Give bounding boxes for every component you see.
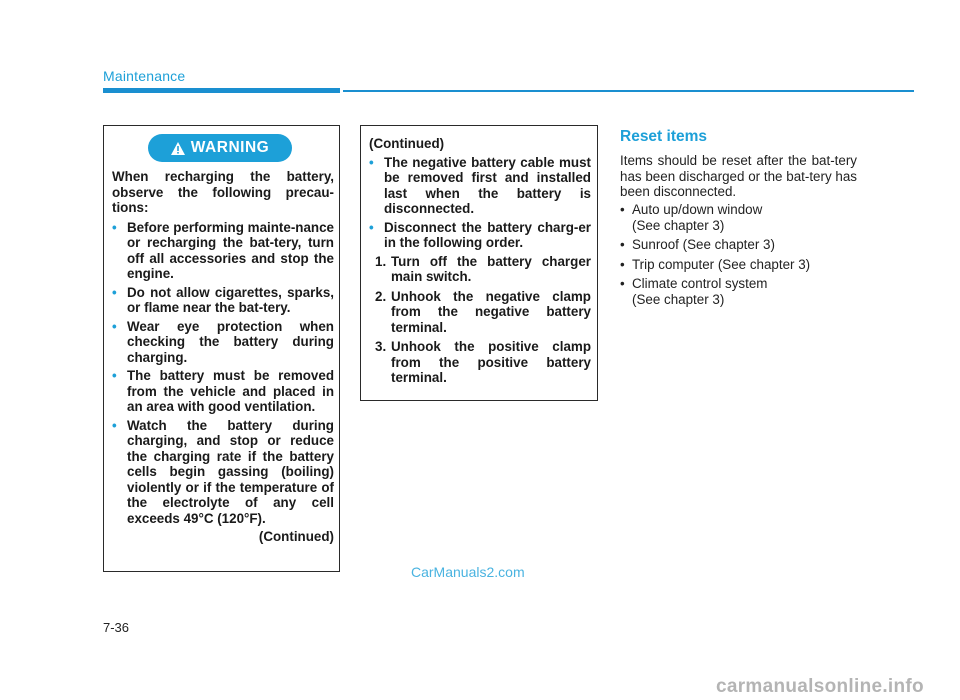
bullet-text: The negative battery cable must be removed first and installed last when the battery is disconnected. bbox=[384, 154, 591, 216]
bullet-text: Before performing mainte-nance or recharging the bat-tery, turn off all accessories and stop the engine. bbox=[127, 219, 334, 281]
step-text: Unhook the negative clamp from the negative battery terminal. bbox=[391, 288, 591, 335]
disconnect-steps bbox=[369, 254, 591, 386]
reset-items-list bbox=[620, 202, 857, 311]
bullet-dot: • bbox=[369, 154, 374, 170]
bullet-dot: • bbox=[620, 256, 625, 272]
continued-heading: (Continued) bbox=[369, 136, 445, 151]
header-rule-thin bbox=[343, 90, 914, 92]
warning-intro: When recharging the battery, observe the following precau-tions: bbox=[112, 169, 334, 215]
bullet-dot: • bbox=[112, 284, 117, 300]
continued-label: (Continued) bbox=[258, 529, 334, 544]
bullet-dot: • bbox=[620, 276, 625, 291]
reset-item-sub: (See chapter 3) bbox=[632, 217, 725, 233]
reset-item-label: Auto up/down window bbox=[632, 202, 763, 217]
list-item bbox=[112, 319, 334, 366]
list-item bbox=[369, 155, 591, 217]
header-rule-thick bbox=[103, 88, 340, 93]
bullet-text: Do not allow cigarettes, sparks, or flame near the bat-tery. bbox=[127, 284, 334, 315]
warning-body bbox=[112, 169, 334, 545]
list-item bbox=[620, 276, 857, 307]
page-number: 7-36 bbox=[103, 620, 130, 635]
warning-triangle-icon bbox=[171, 142, 185, 155]
bullet-dot: • bbox=[112, 318, 117, 334]
continued-bullet-list bbox=[369, 155, 591, 251]
bullet-dot: • bbox=[112, 417, 117, 433]
warning-title: WARNING bbox=[190, 139, 270, 157]
list-item bbox=[112, 418, 334, 527]
step-number: 3. bbox=[375, 339, 387, 354]
step-number: 1. bbox=[375, 253, 387, 269]
bullet-text: Watch the battery during charging, and stop or reduce the charging rate if the battery cells begin gassing (boiling) violently or if the temperature of the electrolyte of any cell exceeds 49°C (120°F). bbox=[127, 417, 334, 526]
list-item bbox=[375, 254, 591, 285]
list-item bbox=[112, 285, 334, 316]
warning-box bbox=[103, 125, 340, 572]
section-title: Maintenance bbox=[103, 68, 186, 84]
reset-items-description: Items should be reset after the bat-tery has been discharged or the bat-tery has been disconnected. bbox=[620, 153, 857, 199]
watermark-footer: carmanualsonline.info bbox=[716, 676, 924, 697]
step-text: Unhook the positive clamp from the positive battery terminal. bbox=[391, 339, 591, 385]
continued-body bbox=[369, 136, 591, 390]
reset-item-label: Climate control system bbox=[632, 276, 768, 291]
reset-items-title: Reset items bbox=[620, 128, 708, 145]
bullet-text: The battery must be removed from the vehicle and placed in an area with good ventilation. bbox=[127, 368, 334, 414]
list-item bbox=[620, 237, 857, 253]
bullet-dot: • bbox=[112, 368, 117, 383]
watermark-link[interactable]: CarManuals2.com bbox=[411, 564, 525, 580]
bullet-dot: • bbox=[620, 202, 625, 217]
bullet-dot: • bbox=[369, 219, 374, 235]
list-item bbox=[112, 220, 334, 282]
warning-header bbox=[148, 134, 292, 162]
list-item bbox=[375, 339, 591, 386]
bullet-dot: • bbox=[112, 219, 117, 235]
step-number: 2. bbox=[375, 288, 387, 304]
list-item bbox=[112, 368, 334, 415]
reset-item-label: Trip computer (See chapter 3) bbox=[632, 256, 811, 272]
reset-item-label: Sunroof (See chapter 3) bbox=[632, 237, 775, 252]
bullet-text: Wear eye protection when checking the battery during charging. bbox=[127, 318, 334, 365]
continued-box bbox=[360, 125, 598, 401]
list-item bbox=[620, 202, 857, 233]
list-item bbox=[369, 220, 591, 251]
warning-bullet-list bbox=[112, 220, 334, 527]
bullet-text: Disconnect the battery charg-er in the following order. bbox=[384, 219, 591, 250]
list-item bbox=[375, 289, 591, 336]
list-item bbox=[620, 257, 857, 273]
step-text: Turn off the battery charger main switch. bbox=[391, 253, 591, 284]
reset-item-sub: (See chapter 3) bbox=[632, 291, 725, 307]
bullet-dot: • bbox=[620, 237, 625, 252]
